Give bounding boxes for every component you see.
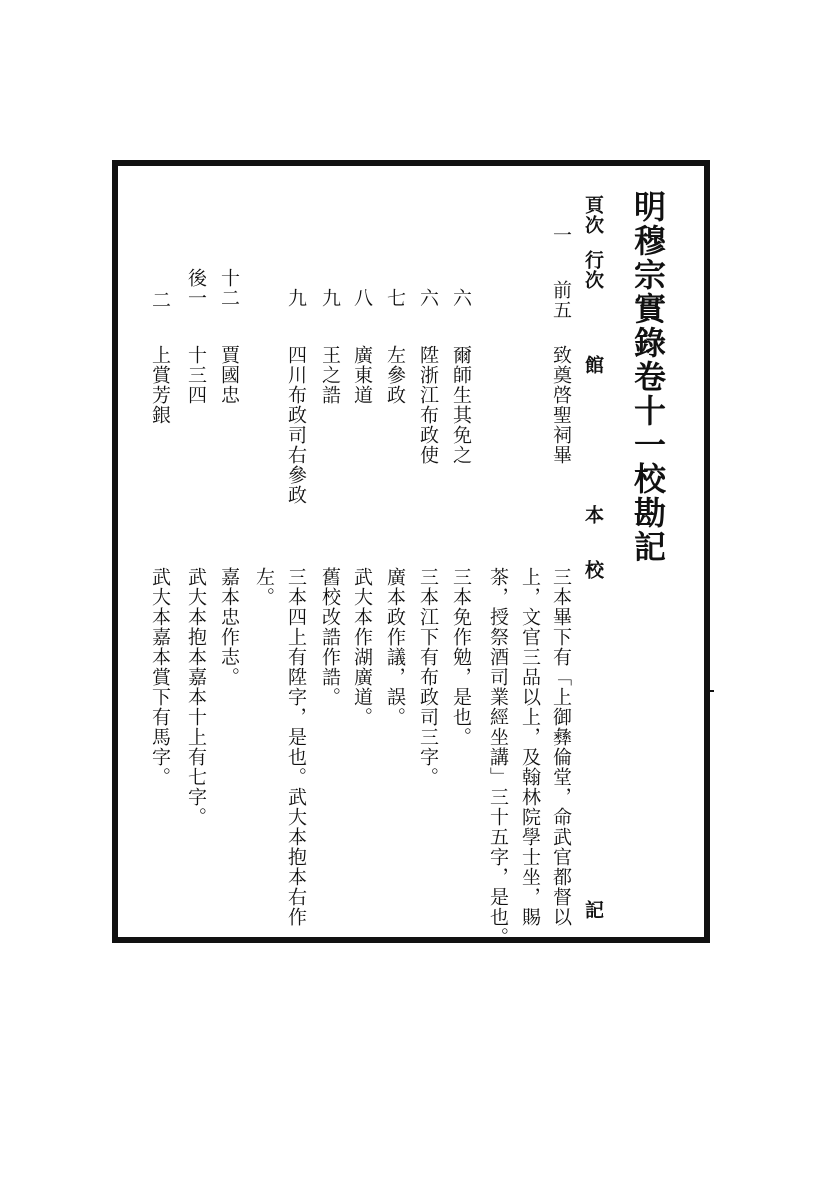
entry-page: 後一	[185, 268, 207, 308]
entry-line: 六	[417, 288, 439, 308]
entry-term: 賈國忠	[218, 345, 240, 405]
entry-page: 一	[550, 225, 572, 245]
header-volume: 館	[582, 355, 604, 375]
entry-line: 十三四	[185, 345, 207, 405]
entry-line: 前五	[550, 280, 572, 320]
entry-note: 武大本作湖廣道。	[351, 567, 373, 727]
entry-note: 三本江下有布政司三字。	[417, 567, 439, 787]
entry-line: 八	[351, 288, 373, 308]
header-collation: 校	[582, 560, 604, 580]
entry-term: 王之誥	[319, 345, 341, 405]
page-title: 明穆宗實錄卷十一校勘記	[629, 190, 667, 564]
entry-term: 四川布政司右參政	[285, 345, 307, 505]
header-notes: 記	[582, 900, 604, 920]
header-base: 本	[582, 505, 604, 525]
edge-mark	[708, 690, 714, 692]
entry-note: 嘉本忠作志。	[218, 567, 240, 687]
entry-term: 上賞芳銀	[149, 345, 171, 425]
entry-note-cont: 茶，授祭酒司業經坐講」三十五字，是也。	[487, 567, 509, 947]
entry-note-cont: 左。	[253, 567, 275, 607]
entry-line: 七	[384, 288, 406, 308]
entry-term: 廣東道	[351, 345, 373, 405]
entry-note: 三本免作勉，是也。	[450, 567, 472, 747]
entry-line: 九	[285, 288, 307, 308]
entry-note: 三本畢下有「上御彝倫堂，命武官都督以	[550, 567, 572, 927]
header-page: 頁次	[582, 195, 604, 235]
entry-term: 陞浙江布政使	[417, 345, 439, 465]
entry-note: 舊校改誥作誥。	[319, 567, 341, 707]
entry-term: 左參政	[384, 345, 406, 405]
entry-term: 致奠啓聖祠畢	[550, 345, 572, 465]
entry-line: 九	[319, 288, 341, 308]
entry-page: 十二	[218, 268, 240, 308]
entry-note: 武大本嘉本賞下有馬字。	[149, 567, 171, 787]
entry-page: 二	[149, 290, 171, 310]
entry-line: 六	[450, 288, 472, 308]
header-line: 行次	[582, 250, 604, 290]
entry-note: 三本四上有陞字，是也。武大本抱本右作	[285, 567, 307, 927]
entry-note: 廣本政作議，誤。	[384, 567, 406, 727]
entry-note: 武大本抱本嘉本十上有七字。	[185, 567, 207, 827]
entry-note-cont: 上，文官三品以上，及翰林院學士坐，賜	[519, 567, 541, 927]
entry-term: 爾師生其免之	[450, 345, 472, 465]
